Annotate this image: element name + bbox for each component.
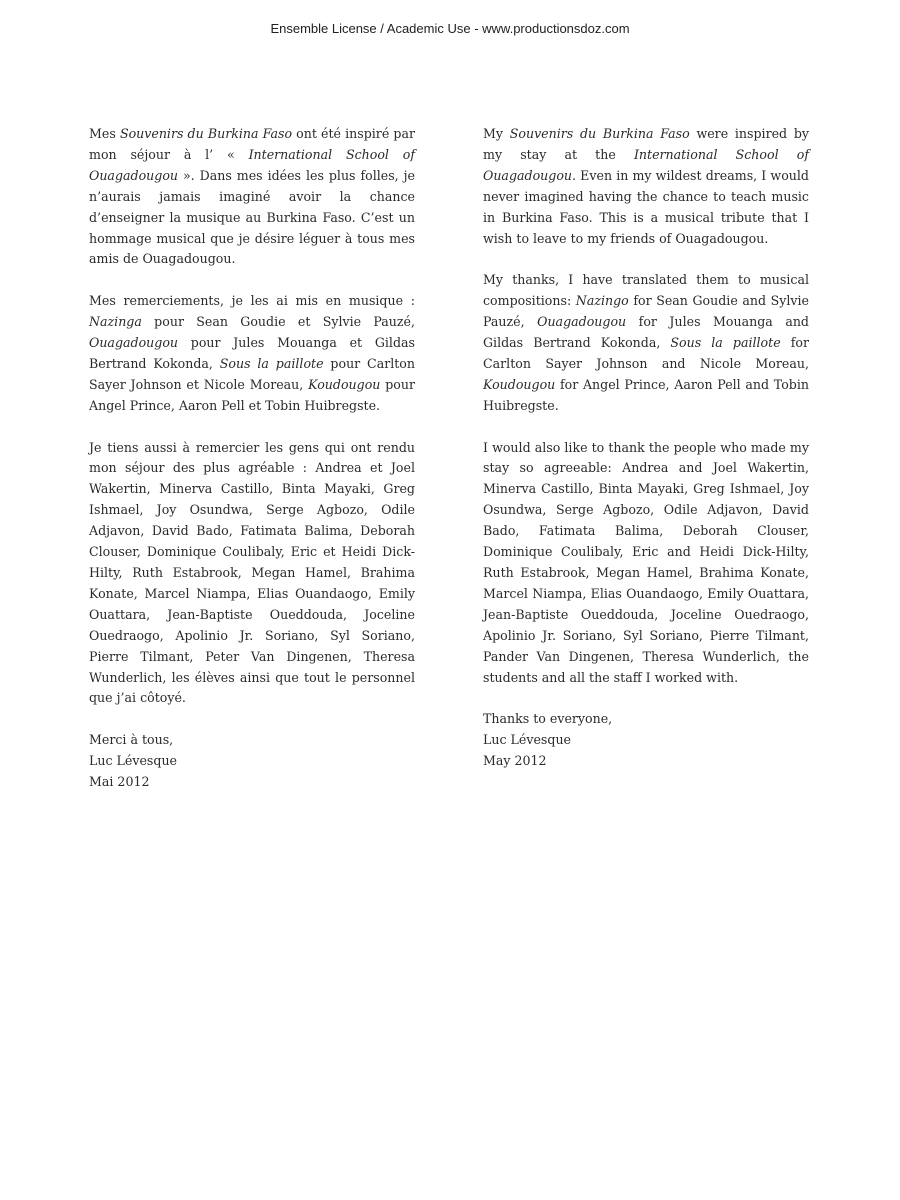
italic-title: Nazingo <box>575 293 629 309</box>
italic-title: Sous la paillote <box>219 355 324 371</box>
italic-title: Koudougou <box>483 376 556 392</box>
english-author: Luc Lévesque <box>483 732 572 748</box>
italic-title: Souvenirs du Burkina Faso <box>119 126 293 141</box>
italic-title: Nazinga <box>89 314 142 330</box>
italic-title: International School of Ouagadougou <box>483 146 809 183</box>
italic-title: Ouagadougou <box>537 314 627 330</box>
french-closing: Merci à tous, <box>89 732 174 748</box>
italic-title: Souvenirs du Burkina Faso <box>509 126 690 141</box>
italic-title: Ouagadougou <box>89 335 179 351</box>
english-date: May 2012 <box>483 753 547 769</box>
french-author: Luc Lévesque <box>89 753 178 769</box>
italic-title: Koudougou <box>308 376 381 392</box>
english-paragraph-intro: My Souvenirs du Burkina Faso were inspired by my stay at the International School of Ouagadougou. Even in my wildest dreams, I would never imagined having the chance to teach music in Burkina Faso. This is a musical tribute that I wish to leave to my friends of Ouagadougou. <box>483 126 810 246</box>
license-header: Ensemble License / Academic Use - www.productionsdoz.com <box>270 21 630 36</box>
french-signature <box>89 730 415 793</box>
french-column <box>89 124 415 793</box>
french-date: Mai 2012 <box>89 774 150 790</box>
english-column <box>483 124 809 772</box>
italic-title: International School of Ouagadougou <box>89 146 415 183</box>
english-paragraph-compositions: My thanks, I have translated them to musical compositions: Nazingo for Sean Goudie and Sylvie Pauzé, Ouagadougou for Jules Mouanga and Gildas Bertrand Kokonda, Sous la paillote for Carlton Sayer Johnson and Nicole Moreau, Koudougou for Angel Prince, Aaron Pell and Tobin Huibregste. <box>483 272 810 413</box>
french-paragraph-intro: Mes Souvenirs du Burkina Faso ont été inspiré par mon séjour à l’ « International School of Ouagadougou ». Dans mes idées les plus folles, je n’aurais jamais imaginé avoir la chance d’enseigner la musique au Burkina Faso. C’est un hommage musical que je désire léguer à tous mes amis de Ouagadougou. <box>89 126 415 267</box>
french-paragraph-thanks: Je tiens aussi à remercier les gens qui ont rendu mon séjour des plus agréable : Andrea et Joel Wakertin, Minerva Castillo, Binta Mayaki, Greg Ishmael, Joy Osundwa, Serge Agbozo, Odile Adjavon, David Bado, Fatimata Balima, Deborah Clouser, Dominique Coulibaly, Eric et Heidi Dick-Hilty, Ruth Estabrook, Megan Hamel, Brahima Konate, Marcel Niampa, Elias Ouandaogo, Emily Ouattara, Jean-Baptiste Oueddouda, Joceline Ouedraogo, Apolinio Jr. Soriano, Syl Soriano, Pierre Tilmant, Peter Van Dingenen, Theresa Wunderlich, les élèves ainsi que tout le personnel que j’ai côtoyé. <box>89 439 415 706</box>
italic-title: Sous la paillote <box>670 335 781 351</box>
english-closing: Thanks to everyone, <box>483 711 613 727</box>
french-paragraph-compositions: Mes remerciements, je les ai mis en musique : Nazinga pour Sean Goudie et Sylvie Pauzé, Ouagadougou pour Jules Mouanga et Gildas Bertrand Kokonda, Sous la paillote pour Carlton Sayer Johnson et Nicole Moreau, Koudougou pour Angel Prince, Aaron Pell et Tobin Huibregste. <box>89 293 416 413</box>
english-paragraph-thanks: I would also like to thank the people who made my stay so agreeable: Andrea and Joel Wakertin, Minerva Castillo, Binta Mayaki, Greg Ishmael, Joy Osundwa, Serge Agbozo, Odile Adjavon, David Bado, Fatimata Balima, Deborah Clouser, Dominique Coulibaly, Eric and Heidi Dick-Hilty, Ruth Estabrook, Megan Hamel, Brahima Konate, Marcel Niampa, Elias Ouandaogo, Emily Ouattara, Jean-Baptiste Oueddouda, Joceline Ouedraogo, Apolinio Jr. Soriano, Syl Soriano, Pierre Tilmant, Pander Van Dingenen, Theresa Wunderlich, the students and all the staff I worked with. <box>483 439 809 685</box>
english-signature <box>483 709 809 772</box>
